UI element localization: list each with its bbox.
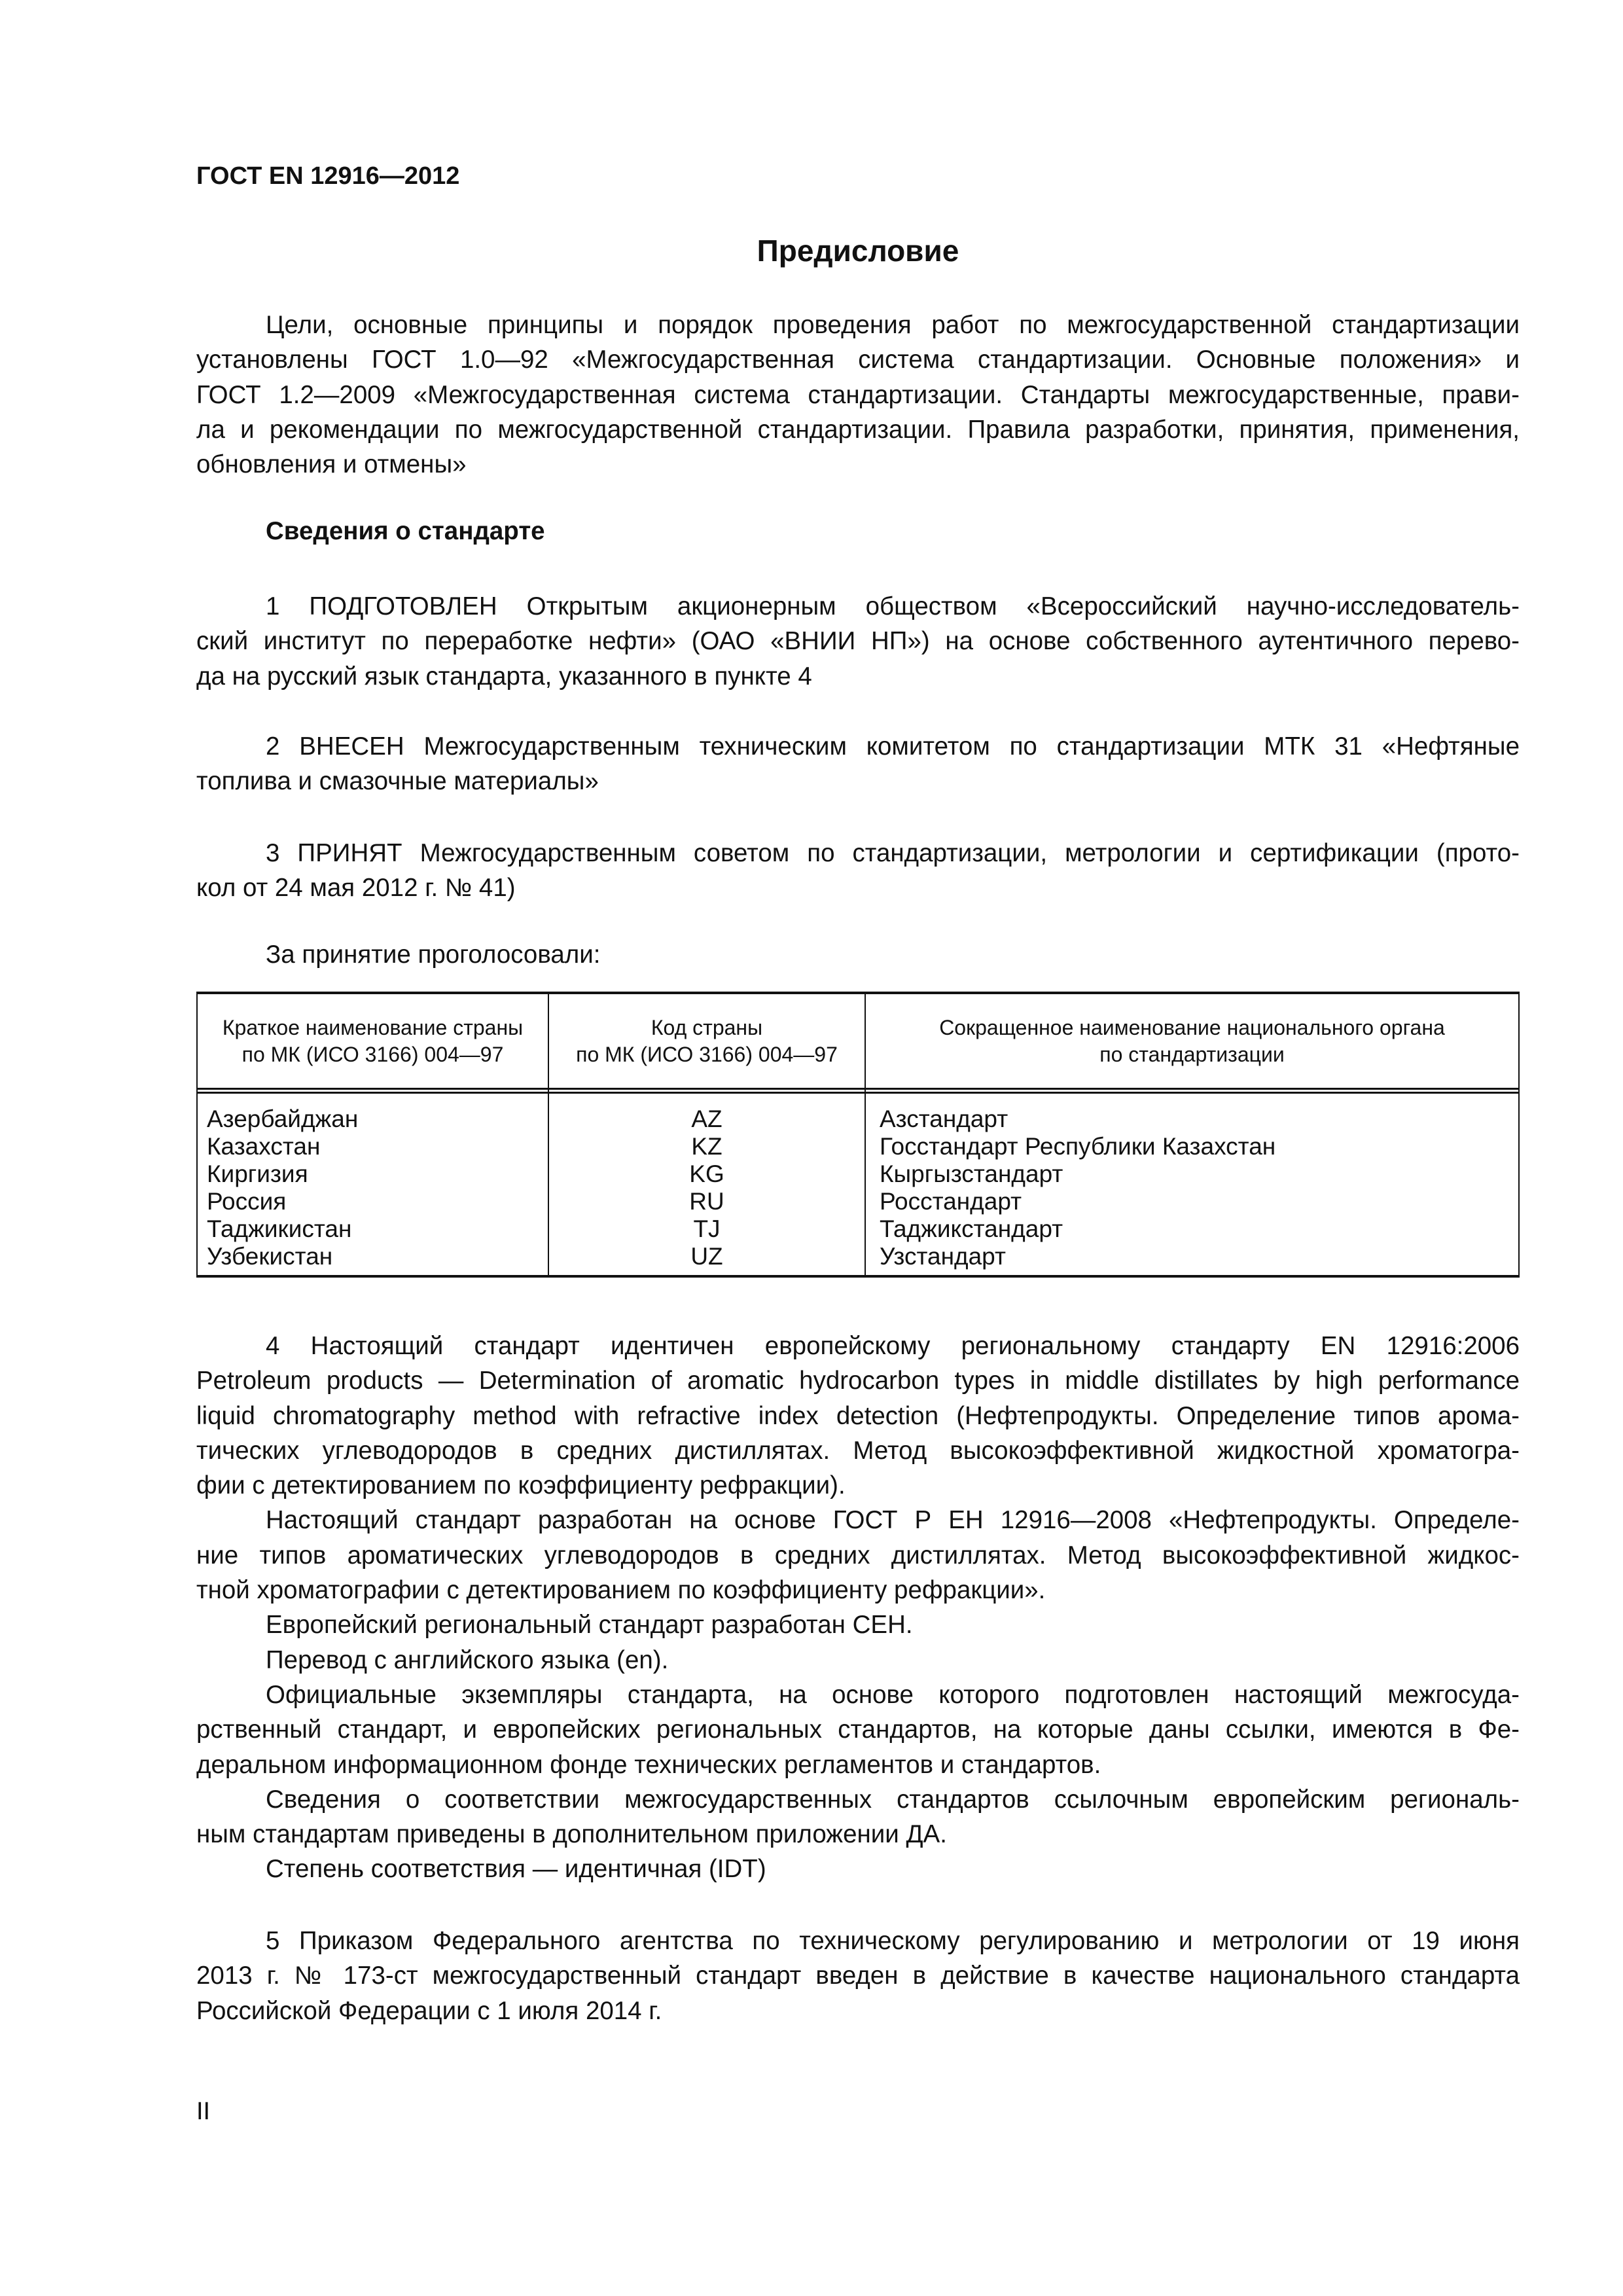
text-line: liquid chromatography method with refractive index detection (Нефтепродукты. Определение типов арома- <box>196 1401 1520 1430</box>
text-line: 2 ВНЕСЕН Межгосударственным техническим комитетом по стандартизации МТК 31 «Нефтяные <box>266 732 1520 761</box>
header-line: Краткое наименование страны <box>222 1015 524 1039</box>
text-line: ным стандартам приведены в дополнительном приложении ДА. <box>196 1820 947 1849</box>
text-line: установлены ГОСТ 1.0—92 «Межгосударственная система стандартизации. Основные положения» и <box>196 346 1520 374</box>
text-line: Официальные экземпляры стандарта, на основе которого подготовлен настоящий межгосуда- <box>266 1680 1520 1709</box>
item-4-paragraph <box>196 1677 1520 1782</box>
text-line: 4 Настоящий стандарт идентичен европейскому региональному стандарту EN 12916:2006 <box>266 1332 1520 1360</box>
header-country-name <box>198 994 548 1088</box>
text-line: Перевод с английского языка (en). <box>266 1645 669 1674</box>
text-line: Степень соответствия — идентичная (IDT) <box>266 1855 766 1884</box>
text-line: фии с детектированием по коэффициенту рефракции). <box>196 1471 846 1500</box>
text-line: 5 Приказом Федерального агентства по техническому регулированию и метрологии от 19 июня <box>266 1927 1520 1955</box>
table-cell: Россия <box>207 1188 287 1215</box>
item-2-paragraph <box>196 729 1520 799</box>
table-cell: Киргизия <box>207 1160 308 1187</box>
text-line: да на русский язык стандарта, указанного в пункте 4 <box>196 662 812 691</box>
table-cell: UZ <box>690 1243 723 1270</box>
text-line: топлива и смазочные материалы» <box>196 767 599 796</box>
table-cell: KG <box>689 1160 724 1187</box>
text-line: ский институт по переработке нефти» (ОАО «ВНИИ НП») на основе собственного аутентичного перево- <box>196 627 1520 656</box>
item-5-paragraph <box>196 1924 1520 2028</box>
table-cell: Таджикистан <box>207 1215 352 1242</box>
table-cell: Госстандарт Республики Казахстан <box>880 1133 1276 1160</box>
header-line: Код страны <box>651 1015 763 1039</box>
header-line: по стандартизации <box>1099 1042 1285 1066</box>
table-cell: RU <box>689 1188 724 1215</box>
text-line: 1 ПОДГОТОВЛЕН Открытым акционерным обществом «Всероссийский научно-исследователь- <box>266 592 1520 620</box>
table-cell: Азербайджан <box>207 1105 359 1132</box>
item-4-paragraph <box>196 1503 1520 1607</box>
text-line: Сведения о соответствии межгосударственных стандартов ссылочным европейским региональ- <box>266 1785 1520 1814</box>
voted-label: За принятие проголосовали: <box>266 941 601 969</box>
item-1-paragraph <box>196 589 1520 694</box>
header-line: по МК (ИСО 3166) 004—97 <box>241 1042 504 1066</box>
text-line: Настоящий стандарт разработан на основе ГОСТ Р ЕН 12916—2008 «Нефтепродукты. Определе- <box>266 1506 1520 1535</box>
code-column <box>549 1105 865 1270</box>
text-line: ГОСТ 1.2—2009 «Межгосударственная система стандартизации. Стандарты межгосударственные, прави- <box>196 380 1520 409</box>
text-line: кол от 24 мая 2012 г. № 41) <box>196 874 516 903</box>
voting-table <box>196 992 1520 1278</box>
table-border-right <box>1518 994 1520 1275</box>
text-line: деральном информационном фонде технических регламентов и стандартов. <box>196 1750 1101 1779</box>
page-number: II <box>196 2098 211 2125</box>
header-separator <box>196 1088 1520 1094</box>
text-line: Цели, основные принципы и порядок проведения работ по межгосударственной стандартизации <box>266 311 1520 339</box>
header-country-code <box>549 994 865 1088</box>
text-line: Российской Федерации с 1 июля 2014 г. <box>196 1996 662 2025</box>
table-cell: TJ <box>693 1215 721 1242</box>
table-cell: Узстандарт <box>880 1243 1006 1270</box>
table-cell: Азстандарт <box>880 1105 1008 1132</box>
text-line: 2013 г. № 173-ст межгосударственный стандарт введен в действие в качестве национального стандарта <box>196 1962 1520 1990</box>
table-cell: Узбекистан <box>207 1243 333 1270</box>
intro-paragraph <box>196 308 1520 482</box>
item-4-section <box>196 1329 1520 1887</box>
table-cell: Таджикстандарт <box>880 1215 1063 1242</box>
text-line: обновления и отмены» <box>196 450 467 479</box>
item-4-paragraph <box>196 1852 1520 1886</box>
text-line: ла и рекомендации по межгосударственной стандартизации. Правила разработки, принятия, применения, <box>196 415 1520 444</box>
table-cell: Кыргызстандарт <box>880 1160 1063 1187</box>
section-heading: Сведения о стандарте <box>266 517 545 545</box>
item-4-paragraph <box>196 1329 1520 1503</box>
text-line: тной хроматографии с детектированием по коэффициенту рефракции». <box>196 1576 1046 1605</box>
text-line: рственный стандарт, и европейских региональных стандартов, на которые даны ссылки, имеются в Фе- <box>196 1715 1520 1744</box>
header-line: по МК (ИСО 3166) 004—97 <box>576 1042 838 1066</box>
header-line: Сокращенное наименование национального органа <box>939 1015 1445 1039</box>
table-cell: AZ <box>691 1105 722 1132</box>
item-4-paragraph <box>196 1782 1520 1852</box>
document-header: ГОСТ EN 12916—2012 <box>196 162 460 190</box>
body-column <box>880 1105 1275 1270</box>
table-cell: Росстандарт <box>880 1188 1022 1215</box>
item-3-paragraph <box>196 836 1520 906</box>
text-line: 3 ПРИНЯТ Межгосударственным советом по стандартизации, метрологии и сертификации (прото- <box>266 839 1520 867</box>
item-4-paragraph <box>196 1643 1520 1677</box>
text-line: тических углеводородов в средних дистиллятах. Метод высокоэффективной жидкостной хроматогра- <box>196 1436 1520 1465</box>
country-column <box>207 1105 358 1270</box>
text-line: Petroleum products — Determination of aromatic hydrocarbon types in middle distillates by high performance <box>196 1367 1520 1395</box>
header-national-body <box>866 994 1518 1088</box>
table-cell: KZ <box>691 1133 722 1160</box>
table-cell: Казахстан <box>207 1133 321 1160</box>
text-line: ние типов ароматических углеводородов в средних дистиллятах. Метод высокоэффективной жидкос- <box>196 1541 1520 1570</box>
text-line: Европейский региональный стандарт разработан СЕН. <box>266 1611 913 1640</box>
page-title: Предисловие <box>757 234 959 268</box>
item-4-paragraph <box>196 1607 1520 1642</box>
